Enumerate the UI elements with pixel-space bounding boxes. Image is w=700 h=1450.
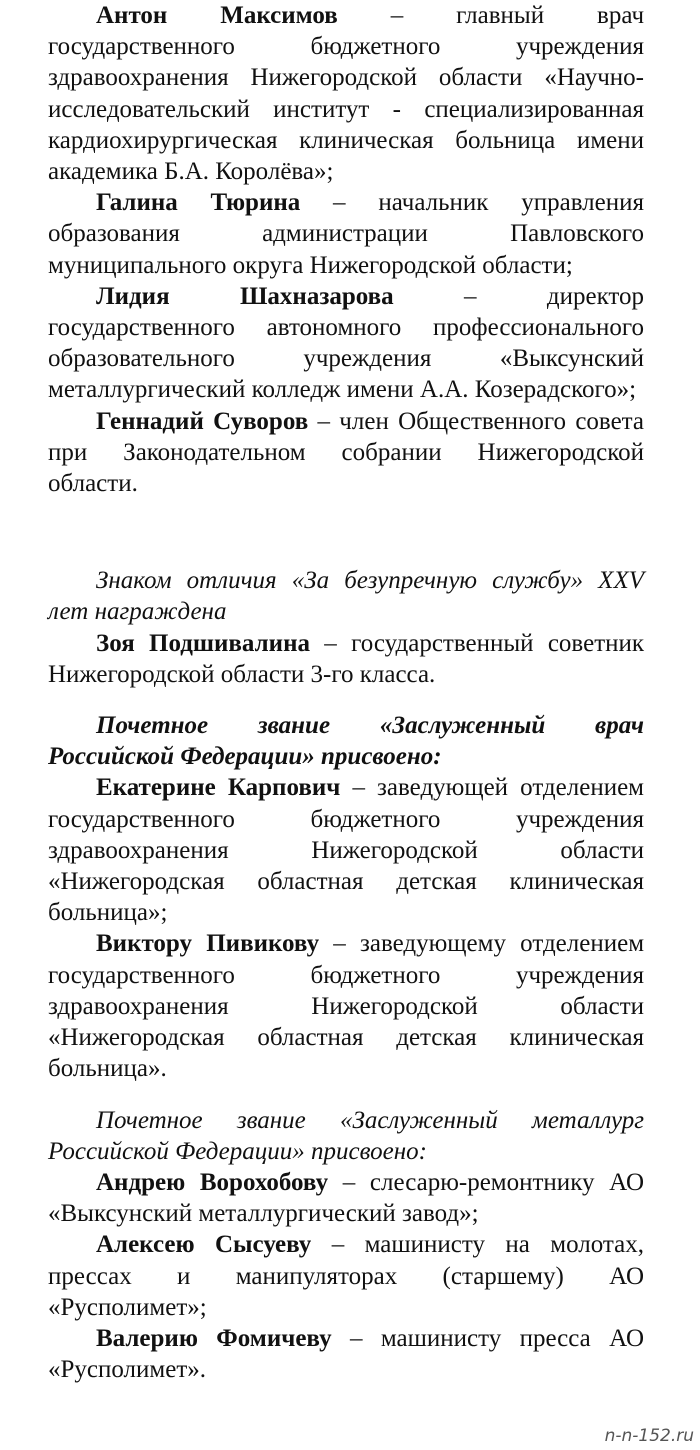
- awardee-position: машинисту пресса АО «Русполимет».: [48, 1324, 645, 1384]
- section-heading: Почетное звание «Заслуженный металлург Российской Федерации» присвоено:: [48, 1106, 644, 1165]
- awardee-name: Зоя Подшивалина: [96, 629, 310, 657]
- awardee-position: слесарю-ремонтнику АО «Выксунский металлургический завод»;: [48, 1168, 645, 1228]
- site-watermark: n-n-152.ru: [604, 1426, 694, 1446]
- awardee-name: Екатерине Карпович: [96, 774, 341, 802]
- dash: –: [349, 1324, 363, 1352]
- award-entry: [48, 1167, 644, 1229]
- awardee-name: Галина Тюрина: [96, 189, 301, 217]
- award-entry: [48, 187, 644, 281]
- awardee-name: Геннадий Суворов: [96, 407, 309, 435]
- award-entry: [48, 0, 644, 187]
- awardee-position: главный врач государственного бюджетного учреждения здравоохранения Нижегородской области «Научно-исследовательский институт - специализированная кардиохирургическая клиническая больница имени академика Б.А. Королёва»;: [48, 2, 645, 186]
- section-spacer: [48, 1085, 644, 1105]
- section-honored-metallurgist: [48, 1105, 644, 1386]
- award-entry: [48, 1323, 644, 1385]
- award-entry: [48, 928, 644, 1084]
- section-heading: Знаком отличия «За безупречную службу» XXV лет награждена: [48, 567, 644, 626]
- dash: –: [333, 930, 346, 958]
- dash: –: [333, 189, 346, 217]
- dash: –: [342, 1168, 356, 1196]
- section-spacer: [48, 499, 644, 565]
- award-entry: [48, 281, 644, 406]
- award-entry: [48, 628, 644, 690]
- awardee-position: начальник управления образования администрации Павловского муниципального округа Нижегородской области;: [48, 189, 644, 279]
- dash: –: [352, 774, 365, 802]
- dash: –: [317, 407, 330, 435]
- awardee-name: Лидия Шахназарова: [96, 282, 394, 310]
- awardee-name: Алексею Сысуеву: [96, 1231, 312, 1259]
- dash: –: [331, 1231, 345, 1259]
- dash: –: [464, 282, 477, 310]
- award-entry: [48, 1229, 644, 1323]
- section-badge-impeccable-service: [48, 565, 644, 690]
- awardee-position: машинисту на молотах, прессах и манипуляторах (старшему) АО «Русполимет»;: [48, 1231, 644, 1321]
- awardee-name: Валерию Фомичеву: [96, 1324, 332, 1352]
- awardee-position: директор государственного автономного профессионального образовательного учреждения «Выксунский металлургический колледж имени А.А. Козерадского»;: [48, 282, 645, 404]
- awardee-position: государственный советник Нижегородской области 3-го класса.: [48, 629, 645, 688]
- section-honored-doctor: [48, 710, 644, 1084]
- awardee-position: заведующей отделением государственного бюджетного учреждения здравоохранения Нижегородской области «Нижегородская областная детская клиническая больница»;: [48, 774, 644, 927]
- award-entry: [48, 406, 644, 500]
- section-awards-list: [48, 0, 644, 499]
- dash: –: [324, 629, 337, 657]
- awardee-position: член Общественного совета при Законодательном собрании Нижегородской области.: [48, 407, 644, 498]
- awardee-position: заведующему отделением государственного бюджетного учреждения здравоохранения Нижегородской области «Нижегородская областная детская клиническая больница».: [48, 930, 645, 1083]
- dash: –: [390, 2, 404, 29]
- awardee-name: Антон Максимов: [96, 2, 338, 29]
- awardee-name: Андрею Ворохобову: [96, 1168, 329, 1196]
- section-heading: Почетное звание «Заслуженный врач Российской Федерации» присвоено:: [48, 712, 644, 771]
- section-spacer: [48, 690, 644, 710]
- awardee-name: Виктору Пивикову: [96, 930, 320, 958]
- award-entry: [48, 772, 644, 928]
- document-page: [48, 0, 644, 1385]
